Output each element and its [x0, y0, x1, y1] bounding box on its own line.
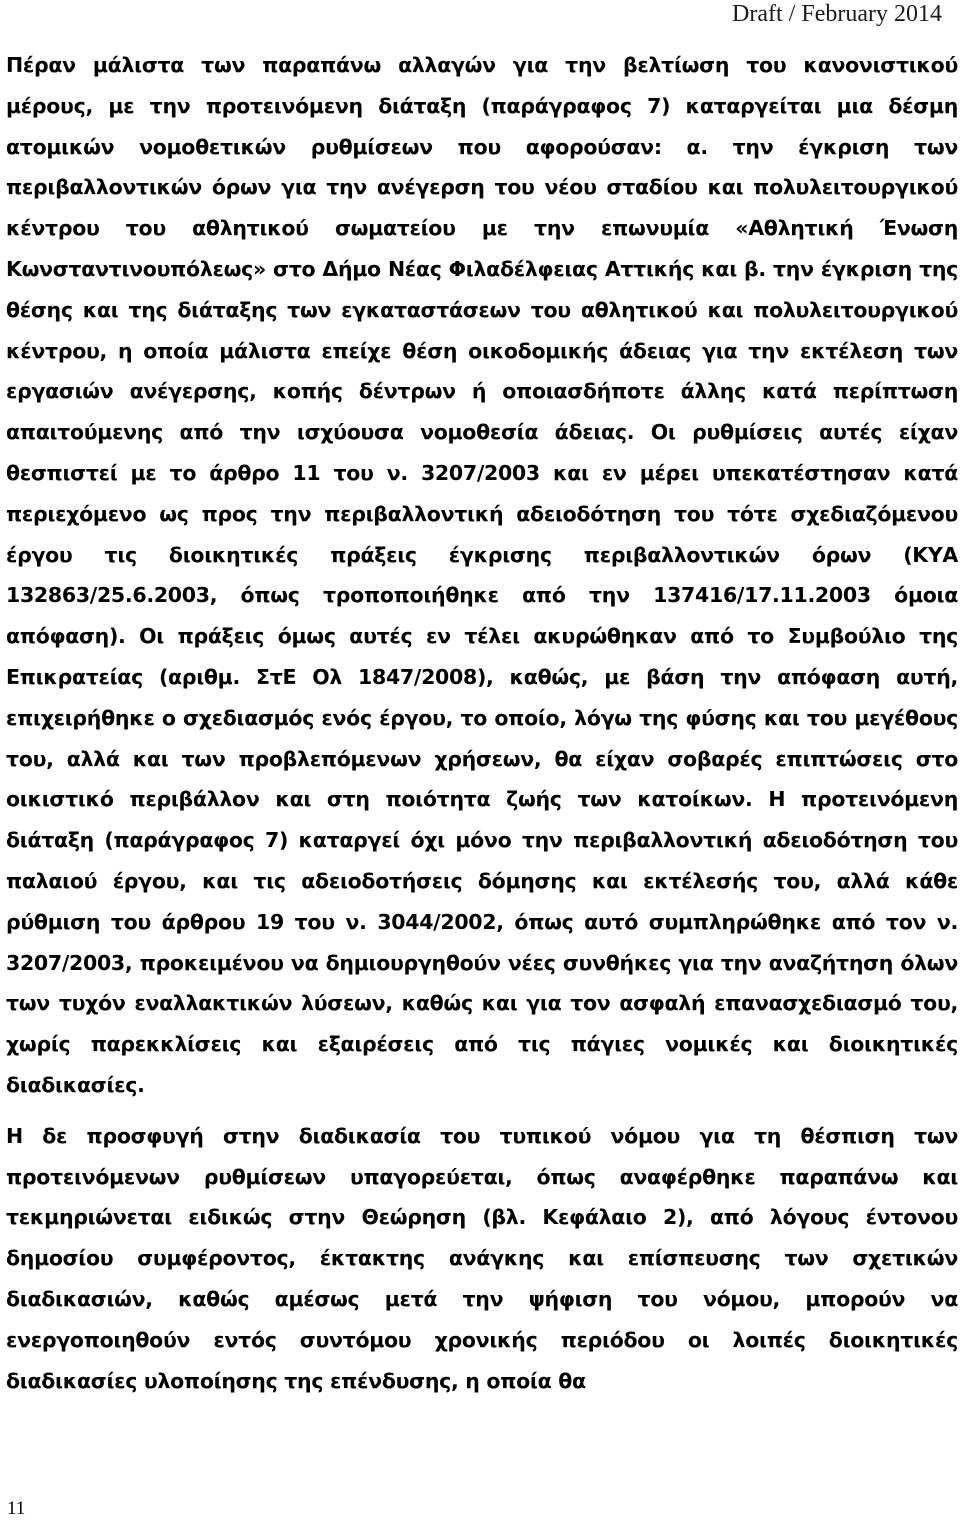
document-body [6, 45, 958, 1401]
draft-header: Draft / February 2014 [732, 1, 942, 27]
paragraph: Η δε προσφυγή στην διαδικασία του τυπικού νόμου για τη θέσπιση των προτεινόμενων ρυθμίσεων υπαγορεύεται, όπως αναφέρθηκε παραπάνω και τεκμηριώνεται ειδικώς στην Θεώρηση (βλ. Κεφάλαιο 2), από λόγους έντονου δημοσίου συμφέροντος, έκτακτης ανάγκης και επίσπευσης των σχετικών διαδικασιών, καθώς αμέσως μετά την ψήφιση του νόμου, μπορούν να ενεργοποιηθούν εντός συντόμου χρονικής περιόδου οι λοιπές διοικητικές διαδικασίες υλοποίησης της επένδυσης, η οποία θα [6, 1123, 958, 1393]
page-number: 11 [7, 1498, 26, 1519]
paragraph: Πέραν μάλιστα των παραπάνω αλλαγών για την βελτίωση του κανονιστικού μέρους, με την προτεινόμενη διάταξη (παράγραφος 7) καταργείται μια δέσμη ατομικών νομοθετικών ρυθμίσεων που αφορούσαν: α. την έγκριση των περιβαλλοντικών όρων για την ανέγερση του νέου σταδίου και πολυλειτουργικού κέντρου του αθλητικού σωματείου με την επωνυμία «Αθλητική Ένωση Κωνσταντινουπόλεως» στο Δήμο Νέας Φιλαδέλφειας Αττικής και β. την έγκριση της θέσης και της διάταξης των εγκαταστάσεων του αθλητικού και πολυλειτουργικού κέντρου, η οποία μάλιστα επείχε θέση οικοδομικής άδειας για την εκτέλεση των εργασιών ανέγερσης, κοπής δέντρων ή οποιασδήποτε άλλης κατά περίπτωση απαιτούμενης από την ισχύουσα νομοθεσία άδειας. Οι ρυθμίσεις αυτές είχαν θεσπιστεί με το άρθρο 11 του ν. 3207/2003 και εν μέρει υπεκατέστησαν κατά περιεχόμενο ως προς την περιβαλλοντική αδειοδότηση του τότε σχεδιαζόμενου έργου τις διοικητικές πράξεις έγκρισης περιβαλλοντικών όρων (ΚΥΑ 132863/25.6.2003, όπως τροποποιήθηκε από την 137416/17.11.2003 όμοια απόφαση). Οι πράξεις όμως αυτές εν τέλει ακυρώθηκαν από το Συμβούλιο της Επικρατείας (αριθμ. ΣτΕ Ολ 1847/2008), καθώς, με βάση την απόφαση αυτή, επιχειρήθηκε ο σχεδιασμός ενός έργου, το οποίο, λόγω της φύσης και του μεγέθους του, αλλά και των προβλεπόμενων χρήσεων, θα είχαν σοβαρές επιπτώσεις στο οικιστικό περιβάλλον και στη ποιότητα ζωής των κατοίκων. Η προτεινόμενη διάταξη (παράγραφος 7) καταργεί όχι μόνο την περιβαλλοντική αδειοδότηση του παλαιού έργου, και τις αδειοδοτήσεις δόμησης και εκτέλεσής του, αλλά κάθε ρύθμιση του άρθρου 19 του ν. 3044/2002, όπως αυτό συμπληρώθηκε από τον ν. 3207/2003, προκειμένου να δημιουργηθούν νέες συνθήκες για την αναζήτηση όλων των τυχόν εναλλακτικών λύσεων, καθώς και για τον ασφαλή επανασχεδιασμό του, χωρίς παρεκκλίσεις και εξαιρέσεις από τις πάγιες νομικές και διοικητικές διαδικασίες. [6, 53, 958, 1097]
